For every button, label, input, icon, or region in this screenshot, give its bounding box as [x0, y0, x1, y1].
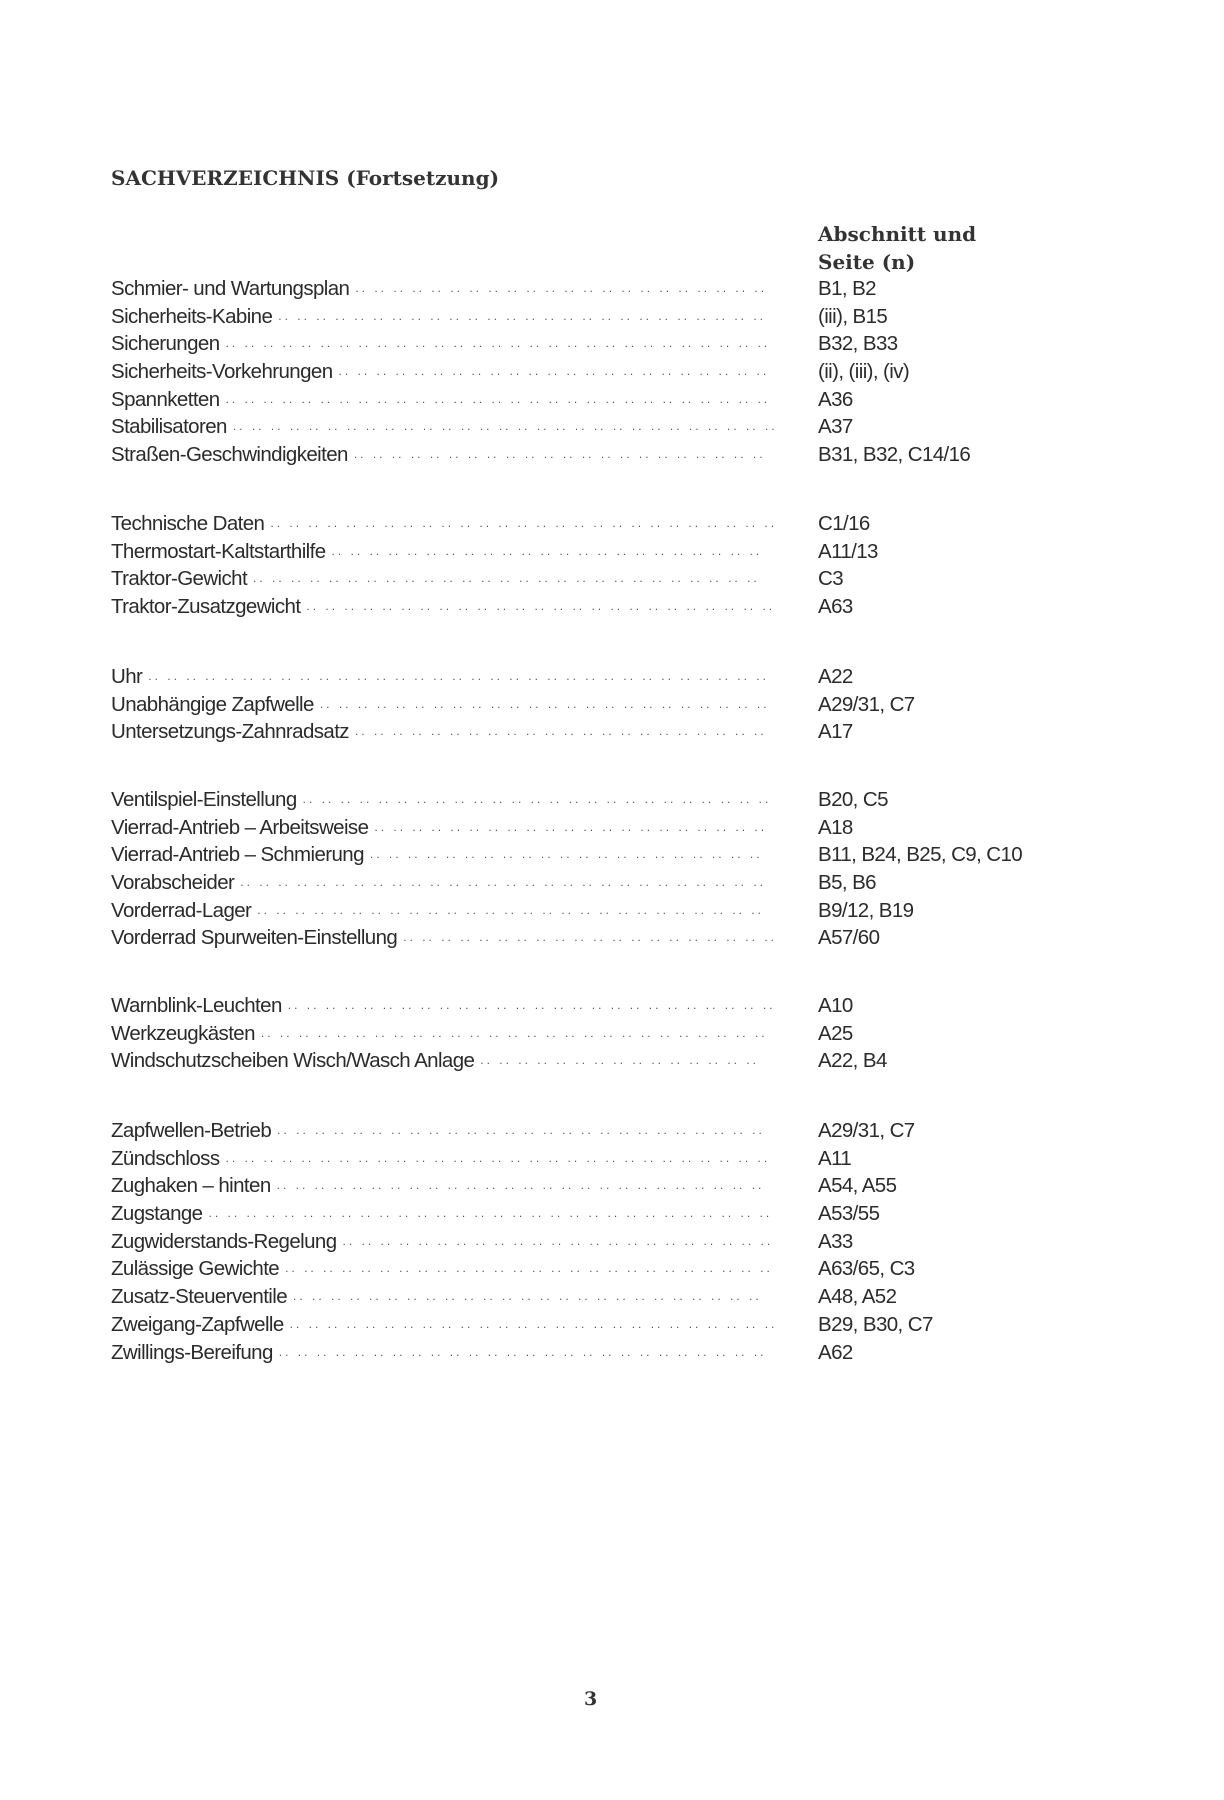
entry-term: Ventilspiel-Einstellung	[111, 788, 297, 811]
entry-term-cell	[111, 663, 788, 691]
index-entry	[111, 593, 1091, 621]
entry-page-ref: B11, B24, B25, C9, C10	[818, 843, 1023, 867]
entry-page-ref: C1/16	[818, 512, 870, 535]
entry-page-ref: A22	[818, 665, 853, 688]
entry-term-cell	[111, 1283, 788, 1311]
entry-page-ref: C3	[818, 567, 844, 591]
dot-leader: .. .. .. .. .. .. .. .. .. .. .. .. .. .. .. .. .. .. .. .. .. .. .. .. .. .. ..	[260, 1025, 768, 1040]
entry-term: Vierrad-Antrieb – Schmierung	[111, 843, 364, 867]
index-entry	[111, 413, 1091, 441]
entry-page-ref: A11/13	[818, 539, 878, 563]
entry-term-cell	[111, 386, 788, 414]
index-entry	[111, 1047, 1091, 1075]
column-header	[818, 221, 976, 276]
entry-term-cell	[111, 1255, 788, 1283]
entry-term-cell	[111, 1200, 788, 1228]
entry-term-cell	[111, 1228, 788, 1256]
entry-term-cell	[111, 869, 788, 897]
dot-leader: .. .. .. .. .. .. .. .. .. .. .. .. .. .. .. .. .. .. .. .. .. ..	[353, 447, 766, 462]
index-entry	[111, 897, 1091, 925]
entry-page-ref: A22, B4	[818, 1049, 887, 1073]
page-title	[111, 166, 499, 190]
dot-leader: .. .. .. .. .. .. .. .. .. .. .. .. .. .. .. .. .. .. .. .. .. .. .. .. .. ..	[278, 308, 766, 323]
index-entry	[111, 1145, 1091, 1173]
entry-page-ref: A25	[818, 1021, 853, 1045]
entry-term-cell	[111, 1117, 788, 1145]
dot-leader: .. .. .. .. .. .. .. .. .. .. .. .. .. .. .. .. .. .. .. .. .. .. .. ..	[319, 696, 770, 711]
entry-term: Sicherheits-Kabine	[111, 304, 273, 328]
index-entry	[111, 869, 1091, 897]
index-entry	[111, 814, 1091, 842]
page-number: 3	[584, 1688, 598, 1710]
dot-leader: .. .. .. .. .. .. .. .. .. .. .. .. .. .. .. .. .. .. .. .. .. .. .. .. .. .. .. ..	[240, 875, 766, 890]
entry-page-ref: A48, A52	[818, 1285, 897, 1309]
entry-term: Vierrad-Antrieb – Arbeitsweise	[111, 815, 369, 839]
entry-term-cell	[111, 841, 788, 869]
entry-term-cell	[111, 413, 788, 441]
dot-leader: .. .. .. .. .. .. .. .. .. .. .. .. .. .. .. .. .. .. .. .. .. .. .. .. .. ..	[287, 998, 776, 1012]
index-entry	[111, 663, 1091, 691]
index-entry	[111, 1020, 1091, 1048]
entry-term-cell	[111, 924, 788, 952]
entry-term-cell	[111, 1339, 788, 1367]
index-group-u	[111, 663, 1091, 746]
dot-leader: .. .. .. .. .. .. .. .. .. .. .. .. .. .. .. .. .. .. .. .. .. .. .. .. .. .. .. .. ..	[232, 419, 778, 434]
entry-page-ref: A17	[818, 720, 853, 744]
index-entry	[111, 275, 1091, 303]
index-entry	[111, 565, 1091, 593]
dot-leader: .. .. .. .. .. .. .. .. .. .. .. .. .. .. .. .. .. .. .. .. .. .. ..	[338, 364, 770, 379]
entry-page-ref: A57/60	[818, 926, 880, 950]
entry-term: Zugwiderstands-Regelung	[111, 1229, 337, 1253]
index-entry	[111, 538, 1091, 566]
index-entry	[111, 1283, 1091, 1311]
entry-page-ref: A63/65, C3	[818, 1257, 915, 1281]
entry-term-cell	[111, 814, 788, 842]
dot-leader: .. .. .. .. .. .. .. .. .. .. .. .. .. .. .. .. .. .. .. .. .. .. .. .. .. ..	[278, 1344, 767, 1359]
entry-page-ref: B32, B33	[818, 332, 898, 356]
index-group-t	[111, 510, 1091, 621]
entry-term: Sicherungen	[111, 332, 220, 356]
entry-term: Warnblink-Leuchten	[111, 994, 282, 1017]
entry-term-cell	[111, 330, 788, 358]
index-entry	[111, 510, 1091, 538]
entry-term-cell	[111, 303, 788, 331]
dot-leader: .. .. .. .. .. .. .. .. .. .. .. .. .. .. .. .. .. .. .. .. .. .. .. .. .. .. .. .. ..	[225, 391, 771, 406]
entry-page-ref: A10	[818, 994, 853, 1017]
entry-term: Zwillings-Bereifung	[111, 1340, 273, 1364]
dot-leader: .. .. .. .. .. .. .. .. .. .. .. .. .. .. .. .. .. .. .. .. ..	[369, 847, 763, 862]
entry-term: Traktor-Zusatzgewicht	[111, 595, 301, 619]
entry-page-ref: B20, C5	[818, 788, 888, 811]
entry-page-ref: A36	[818, 387, 853, 411]
dot-leader: .. .. .. .. .. .. .. .. .. .. .. .. .. .. .. .. .. .. .. .. .. .. .. .. .. ..	[285, 1261, 773, 1276]
index-entry	[111, 1117, 1091, 1145]
dot-leader: .. .. .. .. .. .. .. .. .. .. .. .. .. .. .. .. .. .. .. .. .. .. ..	[342, 1233, 774, 1248]
entry-page-ref: A18	[818, 815, 853, 839]
entry-term-cell	[111, 510, 788, 538]
entry-term-cell	[111, 1172, 788, 1200]
dot-leader: .. .. .. .. .. .. .. .. .. .. .. .. .. .. .. .. .. .. .. .. .. .. ..	[331, 543, 763, 558]
entry-term-cell	[111, 275, 788, 303]
index-entry	[111, 386, 1091, 414]
dot-leader: .. .. .. .. .. .. .. .. .. .. .. .. .. .. .. .. .. .. .. .. .. .. .. .. .. .. .. .. .. ..	[208, 1206, 773, 1221]
entry-page-ref: A54, A55	[818, 1174, 897, 1198]
index-entry	[111, 1255, 1091, 1283]
entry-term: Straßen-Geschwindigkeiten	[111, 443, 348, 467]
dot-leader: .. .. .. .. .. .. .. .. .. .. .. .. .. .. .. .. .. .. .. .. .. ..	[354, 724, 767, 739]
entry-page-ref: A29/31, C7	[818, 1119, 915, 1142]
dot-leader: .. .. .. .. .. .. .. .. .. .. .. .. .. .. .. .. .. .. .. .. .. .. .. .. .. .. ..	[253, 571, 760, 586]
dot-leader: .. .. .. .. .. .. .. .. .. .. .. .. .. .. .. .. .. .. .. .. .. .. .. .. .. ..	[277, 1123, 765, 1137]
entry-term-cell	[111, 992, 788, 1020]
entry-page-ref: A29/31, C7	[818, 692, 915, 716]
entry-term: Traktor-Gewicht	[111, 567, 248, 591]
entry-term: Zweigang-Zapfwelle	[111, 1312, 284, 1336]
entry-term: Vorabscheider	[111, 871, 235, 895]
dot-leader: .. .. .. .. .. .. .. .. .. .. .. .. .. .. .. .. .. .. .. .. .. .. .. .. .. .. .. .. ..	[225, 1150, 771, 1165]
entry-page-ref: B5, B6	[818, 871, 876, 895]
entry-term-cell	[111, 358, 788, 386]
entry-page-ref: A33	[818, 1229, 853, 1253]
index-entry	[111, 992, 1091, 1020]
entry-term: Sicherheits-Vorkehrungen	[111, 360, 333, 384]
entry-page-ref: (iii), B15	[818, 304, 888, 328]
entry-term-cell	[111, 1020, 788, 1048]
entry-term: Zulässige Gewichte	[111, 1257, 280, 1281]
dot-leader: .. .. .. .. .. .. .. .. .. .. .. .. .. .. .. .. .. .. .. .. .. .. .. .. .. .. .. .. .. .. .. .. ..	[148, 669, 769, 683]
entry-term: Spannketten	[111, 387, 220, 411]
index-entry	[111, 786, 1091, 814]
dot-leader: .. .. .. .. .. .. .. .. .. .. .. .. .. .. .. .. .. .. .. .. .. .. .. .. .. .. ..	[270, 516, 778, 530]
dot-leader: .. .. .. .. .. .. .. .. .. .. .. .. .. .. .. .. .. .. .. .. .. .. .. .. .. .. ..	[257, 902, 765, 917]
index-group-w	[111, 992, 1091, 1075]
entry-page-ref: B29, B30, C7	[818, 1312, 933, 1336]
index-group-v	[111, 786, 1091, 952]
column-header-line2: Seite (n)	[818, 249, 916, 274]
index-entry	[111, 441, 1091, 469]
entry-term: Untersetzungs-Zahnradsatz	[111, 720, 349, 744]
index-entry	[111, 358, 1091, 386]
index-entry	[111, 1311, 1091, 1339]
entry-page-ref: A53/55	[818, 1202, 880, 1226]
entry-term: Schmier- und Wartungsplan	[111, 277, 350, 300]
entry-term-cell	[111, 1145, 788, 1173]
dot-leader: .. .. .. .. .. .. .. .. .. .. .. .. .. .. .. .. .. .. .. .. .. ..	[355, 281, 768, 295]
dot-leader: .. .. .. .. .. .. .. .. .. .. .. .. .. .. .. .. .. .. .. .. .. .. .. .. .. ..	[289, 1316, 778, 1331]
entry-term: Unabhängige Zapfwelle	[111, 692, 314, 716]
entry-term-cell	[111, 1311, 788, 1339]
entry-term: Technische Daten	[111, 512, 265, 535]
dot-leader: .. .. .. .. .. .. .. .. .. .. .. .. .. .. .. .. .. .. .. .. .. .. .. .. ..	[293, 1289, 762, 1304]
entry-page-ref: A37	[818, 415, 853, 439]
index-entry	[111, 1339, 1091, 1367]
dot-leader: .. .. .. .. .. .. .. .. .. .. .. .. .. .. .. .. .. .. .. .. .. .. .. .. .. ..	[276, 1178, 765, 1193]
entry-term: Vorderrad Spurweiten-Einstellung	[111, 926, 398, 950]
dot-leader: .. .. .. .. .. .. .. .. .. .. .. .. .. .. .. .. .. .. .. .. .. .. .. .. .. .. .. .. ..	[225, 336, 771, 351]
entry-term: Windschutzscheiben Wisch/Wasch Anlage	[111, 1049, 475, 1073]
entry-page-ref: B9/12, B19	[818, 898, 914, 922]
entry-term: Uhr	[111, 665, 143, 688]
entry-term-cell	[111, 786, 788, 814]
index-entry	[111, 924, 1091, 952]
dot-leader: .. .. .. .. .. .. .. .. .. .. .. .. .. .. ..	[480, 1053, 759, 1068]
index-entry	[111, 1200, 1091, 1228]
entry-page-ref: B1, B2	[818, 277, 876, 300]
index-group-z	[111, 1117, 1091, 1366]
entry-term: Zündschloss	[111, 1146, 220, 1170]
entry-term-cell	[111, 441, 788, 469]
index-entry	[111, 691, 1091, 719]
column-header-line1: Abschnitt und	[818, 222, 977, 246]
entry-term-cell	[111, 1047, 788, 1075]
entry-term-cell	[111, 565, 788, 593]
entry-term: Zapfwellen-Betrieb	[111, 1119, 272, 1142]
index-group-s	[111, 275, 1091, 469]
dot-leader: .. .. .. .. .. .. .. .. .. .. .. .. .. .. .. .. .. .. .. .. ..	[374, 819, 768, 834]
title-continuation: (Fortsetzung)	[346, 166, 500, 190]
entry-term-cell	[111, 538, 788, 566]
entry-term: Zusatz-Steuerventile	[111, 1285, 288, 1309]
index-entry	[111, 718, 1091, 746]
entry-term-cell	[111, 718, 788, 746]
entry-term: Zughaken – hinten	[111, 1174, 271, 1198]
index-entry	[111, 1172, 1091, 1200]
entry-page-ref: (ii), (iii), (iv)	[818, 360, 910, 384]
index-entry	[111, 330, 1091, 358]
entry-term: Vorderrad-Lager	[111, 898, 252, 922]
entry-page-ref: A11	[818, 1146, 852, 1170]
entry-term: Stabilisatoren	[111, 415, 227, 439]
entry-term: Werkzeugkästen	[111, 1021, 255, 1045]
dot-leader: .. .. .. .. .. .. .. .. .. .. .. .. .. .. .. .. .. .. .. .. .. .. .. .. ..	[302, 792, 772, 806]
index-entry	[111, 841, 1091, 869]
entry-page-ref: A63	[818, 595, 853, 619]
entry-term-cell	[111, 897, 788, 925]
title-main: SACHVERZEICHNIS	[111, 166, 340, 190]
dot-leader: .. .. .. .. .. .. .. .. .. .. .. .. .. .. .. .. .. .. .. ..	[403, 930, 777, 945]
entry-term-cell	[111, 593, 788, 621]
index-entry	[111, 303, 1091, 331]
entry-term: Thermostart-Kaltstarthilfe	[111, 539, 326, 563]
entry-page-ref: A62	[818, 1340, 853, 1364]
index-entry	[111, 1228, 1091, 1256]
dot-leader: .. .. .. .. .. .. .. .. .. .. .. .. .. .. .. .. .. .. .. .. .. .. .. .. ..	[306, 599, 776, 614]
entry-term: Zugstange	[111, 1202, 203, 1226]
entry-term-cell	[111, 691, 788, 719]
entry-page-ref: B31, B32, C14/16	[818, 443, 971, 467]
